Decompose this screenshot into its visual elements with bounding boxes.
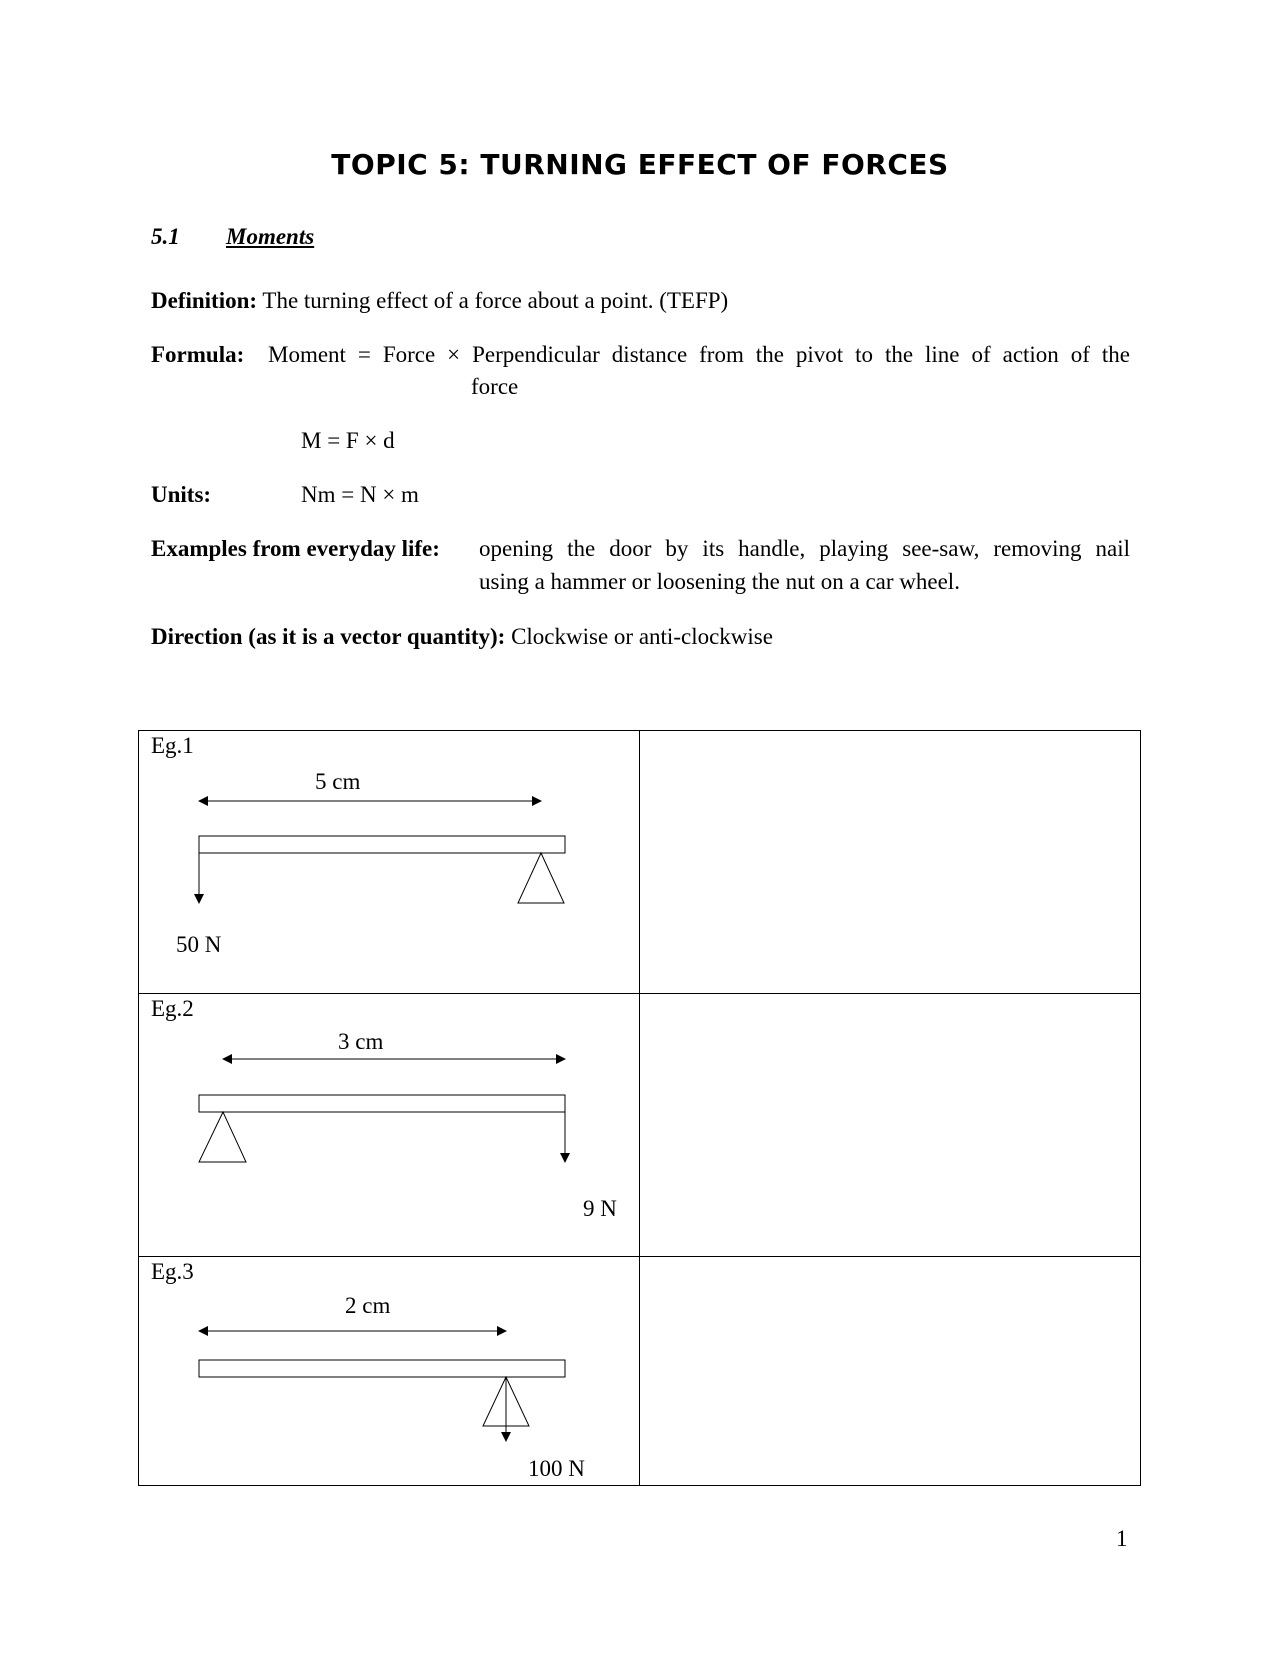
answer-cell	[640, 1257, 1141, 1486]
examples-text-line1: opening the door by its handle, playing see-saw, removing nail	[479, 536, 1130, 561]
force-label: 9 N	[583, 1196, 617, 1222]
section-number: 5.1	[151, 224, 180, 249]
answer-cell	[640, 994, 1141, 1257]
lever-diagram-3	[139, 1257, 639, 1485]
formula-label: Formula:	[151, 342, 245, 367]
answer-cell	[640, 731, 1141, 994]
table-row	[139, 1257, 1141, 1486]
lever-beam	[199, 836, 565, 853]
lever-beam	[199, 1360, 565, 1377]
formula-text-line1: Moment = Force × Perpendicular distance from the pivot to the line of action of the	[268, 342, 1130, 367]
direction-label: Direction (as it is a vector quantity):	[151, 624, 506, 649]
example-diagram-cell	[139, 994, 640, 1257]
example-label: Eg.1	[151, 733, 194, 758]
distance-label: 5 cm	[315, 769, 361, 794]
definition-line	[151, 284, 728, 317]
units-label: Units:	[151, 482, 212, 507]
formula-line	[151, 338, 244, 371]
page-title: TOPIC 5: TURNING EFFECT OF FORCES	[331, 148, 949, 181]
force-label: 100 N	[528, 1456, 585, 1482]
example-diagram-cell	[139, 1257, 640, 1486]
table-row	[139, 731, 1141, 994]
direction-line	[151, 620, 773, 653]
page-number: 1	[1116, 1526, 1128, 1551]
examples-label: Examples from everyday life:	[151, 536, 440, 561]
examples-text-line2: using a hammer or loosening the nut on a car wheel.	[479, 569, 960, 594]
example-label: Eg.2	[151, 996, 194, 1022]
lever-beam	[199, 1095, 565, 1112]
distance-label: 2 cm	[345, 1293, 391, 1319]
lever-diagram-1	[139, 731, 639, 993]
section-title: Moments	[226, 224, 315, 249]
units-text: Nm = N × m	[301, 482, 419, 507]
example-label: Eg.3	[151, 1259, 194, 1285]
pivot-triangle	[199, 1112, 246, 1162]
formula-equation: M = F × d	[301, 428, 395, 453]
table-row	[139, 994, 1141, 1257]
pivot-triangle	[518, 853, 564, 903]
definition-label: Definition:	[151, 288, 258, 313]
formula-text-line2: force	[471, 374, 519, 399]
distance-label: 3 cm	[338, 1029, 384, 1055]
force-label: 50 N	[176, 932, 222, 957]
example-diagram-cell	[139, 731, 640, 994]
definition-text: The turning effect of a force about a point. (TEFP)	[262, 288, 729, 313]
examples-table	[138, 730, 1141, 1486]
lever-diagram-2	[139, 994, 639, 1256]
direction-text: Clockwise or anti-clockwise	[511, 624, 773, 649]
